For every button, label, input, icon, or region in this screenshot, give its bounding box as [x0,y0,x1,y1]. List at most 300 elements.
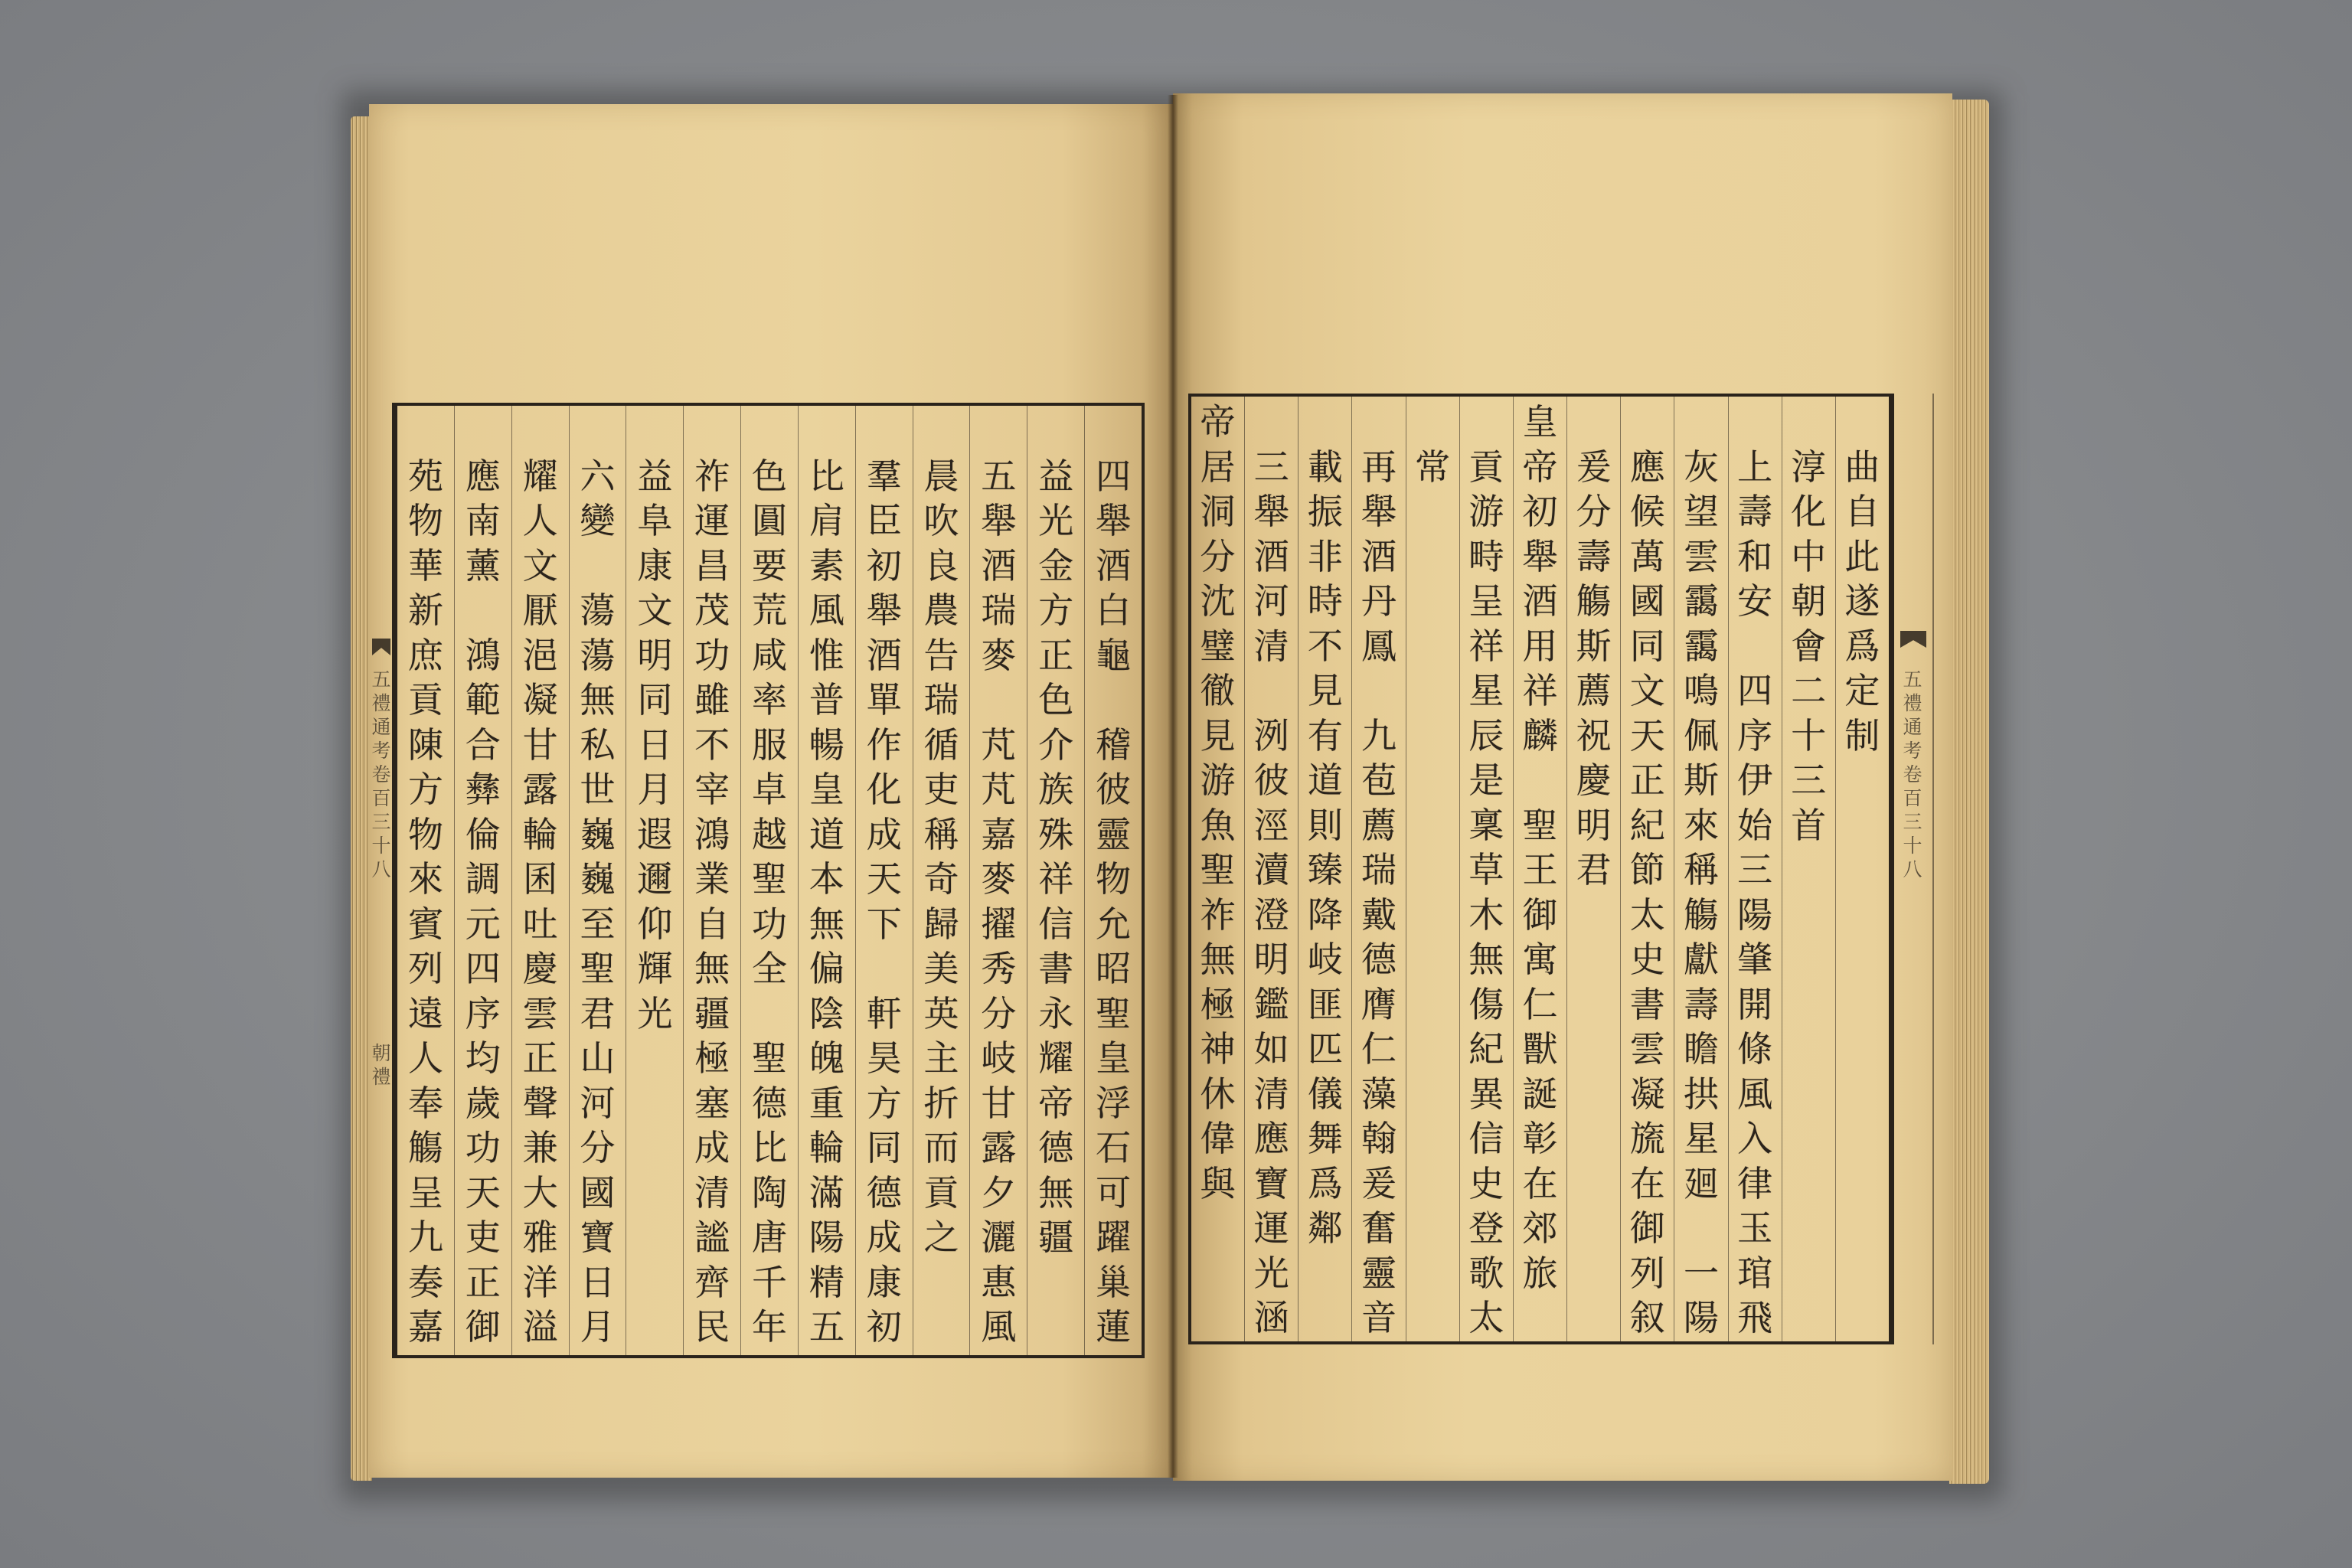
character: 十 [1791,714,1827,756]
character: 暢 [808,724,844,766]
character: 羣 [866,455,902,497]
character: 白 [1096,590,1132,631]
character: 正 [1038,634,1074,676]
character: 書 [1038,948,1074,989]
character: 合 [465,724,501,766]
character: 會 [1791,625,1827,667]
character: 祥 [1468,625,1504,667]
character: 初 [866,1306,902,1348]
character: 告 [923,634,959,676]
character: 素 [808,544,844,586]
character: 貢 [1468,446,1504,488]
character: 歌 [1468,1252,1504,1294]
character: 律 [1737,1162,1773,1204]
character: 自 [1844,491,1880,532]
character: 禮 [1903,692,1922,714]
character: 禮 [371,1066,391,1088]
character: 薦 [1361,804,1397,846]
right-column-8 [1459,397,1513,1341]
character: 率 [752,679,788,720]
character: 應 [465,455,501,497]
character: 觴 [1576,580,1612,622]
character [1567,400,1620,445]
character: 八 [1903,858,1922,880]
character: 陰 [808,992,844,1034]
character: 不 [1307,625,1343,667]
character [970,409,1027,454]
character [1514,758,1566,803]
character: 信 [1038,903,1074,945]
character: 巍 [580,858,616,900]
character: 見 [1200,714,1236,756]
character: 明 [637,634,673,676]
character: 御 [1522,893,1558,936]
character: 卓 [752,769,788,810]
character: 三 [1253,446,1289,488]
character: 皇 [1522,401,1558,443]
character: 慶 [1576,760,1612,801]
character: 大 [522,1171,558,1214]
character: 比 [752,1127,788,1168]
character: 德 [752,1082,788,1124]
character: 有 [1307,714,1343,756]
character: 方 [1038,590,1074,631]
character: 序 [1737,714,1773,756]
left-column-8 [683,406,740,1355]
character: 百 [1903,787,1922,809]
character: 嘉 [407,1306,443,1348]
character: 拱 [1683,1073,1719,1115]
character: 史 [1629,939,1665,980]
character: 物 [407,813,443,855]
character: 正 [1629,760,1665,801]
character: 浮 [1096,1082,1132,1124]
character: 史 [1468,1162,1504,1204]
character: 良 [923,544,959,586]
character [1027,409,1084,454]
character: 信 [1468,1118,1504,1159]
character: 休 [1200,1073,1236,1115]
character: 成 [694,1127,730,1168]
character: 列 [1629,1252,1665,1294]
character: 同 [866,1127,902,1168]
character: 山 [580,1037,616,1079]
character: 來 [407,858,443,900]
character: 星 [1683,1118,1719,1159]
character: 旅 [1522,1252,1558,1294]
character: 化 [866,769,902,810]
character: 四 [1096,455,1132,497]
character: 風 [981,1306,1017,1348]
character: 道 [1307,760,1343,801]
character: 圓 [752,500,788,541]
character: 物 [1096,858,1132,900]
character: 舉 [1253,491,1289,532]
character: 兼 [522,1127,558,1168]
character: 奇 [923,858,959,900]
character: 貢 [923,1171,959,1214]
character: 草 [1468,849,1504,890]
left-column-9 [626,406,683,1355]
character: 五 [808,1306,844,1348]
character: 音 [1361,1297,1397,1338]
character: 輪 [522,813,558,855]
character: 寶 [1253,1162,1289,1204]
character: 紀 [1468,1028,1504,1070]
character: 變 [580,500,616,541]
left-page-text-frame [392,403,1145,1358]
character: 書 [1629,983,1665,1025]
character: 與 [1200,1162,1236,1204]
character: 舞 [1307,1118,1343,1159]
character: 灰 [1683,446,1719,488]
character: 琯 [1737,1252,1773,1294]
character: 人 [407,1037,443,1079]
character: 仁 [1361,1028,1397,1070]
character: 居 [1200,446,1236,488]
character: 光 [1253,1252,1289,1294]
character [1674,400,1727,445]
character: 明 [1253,939,1289,980]
character: 傷 [1468,983,1504,1025]
character: 蕩 [580,590,616,631]
character: 聖 [1200,849,1236,890]
character: 吹 [923,500,959,541]
character: 壽 [1683,983,1719,1025]
character [1245,400,1298,445]
character: 洋 [522,1261,558,1303]
character: 雲 [522,992,558,1034]
character: 麥 [981,858,1017,900]
character: 年 [752,1306,788,1348]
character: 作 [866,724,902,766]
character: 望 [1683,491,1719,532]
character: 無 [580,679,616,720]
character: 折 [923,1082,959,1124]
character: 雲 [1683,535,1719,577]
character: 明 [1576,804,1612,846]
character: 賓 [407,903,443,945]
character: 蓮 [1096,1306,1132,1348]
character: 彰 [1522,1118,1558,1159]
right-column-12 [1244,397,1298,1341]
character [856,409,913,454]
right-column-7 [1513,397,1566,1341]
character: 自 [694,903,730,945]
character: 南 [465,500,501,541]
character: 三 [1737,849,1773,890]
character: 帝 [1522,446,1558,488]
character: 辰 [1468,714,1504,756]
character: 華 [407,544,443,586]
character: 稱 [923,813,959,855]
character [1085,678,1142,723]
character: 普 [808,679,844,720]
character: 獸 [1522,1028,1558,1070]
character: 滿 [808,1171,844,1214]
character: 昌 [694,544,730,586]
character: 聖 [752,1037,788,1079]
character: 靈 [1096,813,1132,855]
character: 鴻 [694,813,730,855]
character: 月 [580,1306,616,1348]
right-margin-title [1899,668,1926,881]
character: 族 [1038,769,1074,810]
book-gutter [1168,95,1178,1478]
character [856,946,913,991]
character: 徹 [1200,670,1236,711]
character: 色 [1038,679,1074,720]
character: 功 [752,903,788,945]
character: 耀 [522,455,558,497]
character: 千 [752,1261,788,1303]
character: 靄 [1683,580,1719,622]
character: 聖 [580,948,616,989]
character: 永 [1038,992,1074,1034]
character: 庶 [407,634,443,676]
character: 首 [1791,804,1827,846]
character: 奏 [407,1261,443,1303]
character: 無 [808,903,844,945]
character: 倫 [465,813,501,855]
character [970,678,1027,723]
right-column-9 [1406,397,1459,1341]
character: 在 [1629,1162,1665,1204]
character: 廻 [1683,1162,1719,1204]
character [455,588,511,633]
character: 下 [866,903,902,945]
character: 常 [1415,446,1451,488]
character: 初 [866,544,902,586]
character: 浥 [522,634,558,676]
character: 可 [1096,1171,1132,1214]
character: 涇 [1253,804,1289,846]
character: 一 [1683,1252,1719,1294]
character: 薦 [1576,670,1612,711]
character: 道 [808,813,844,855]
character: 獻 [1683,939,1719,980]
left-column-5 [855,406,913,1355]
character: 王 [1522,849,1558,890]
character: 貢 [407,679,443,720]
character: 制 [1844,714,1880,756]
character: 溢 [522,1306,558,1348]
character [1298,400,1351,445]
character: 爲 [1307,1162,1343,1204]
character [626,409,683,454]
character: 鴻 [465,634,501,676]
character: 靈 [1361,1252,1397,1294]
character: 國 [580,1171,616,1214]
character: 禮 [371,692,391,714]
character: 斯 [1683,760,1719,801]
character: 陽 [1737,893,1773,936]
character: 萬 [1629,535,1665,577]
character: 慶 [522,948,558,989]
character: 允 [1096,903,1132,945]
character: 來 [1683,804,1719,846]
character: 龜 [1096,634,1132,676]
character: 帝 [1038,1082,1074,1124]
character: 鳳 [1361,625,1397,667]
character: 祥 [1522,670,1558,711]
right-column-13 [1191,397,1244,1341]
character: 振 [1307,491,1343,532]
character: 是 [1468,760,1504,801]
right-column-3 [1728,397,1782,1341]
character: 游 [1200,760,1236,801]
character: 服 [752,724,788,766]
character: 單 [866,679,902,720]
character: 遠 [407,992,443,1034]
character: 仁 [1522,983,1558,1025]
character: 畤 [1468,535,1504,577]
character: 游 [1468,491,1504,532]
character: 節 [1629,849,1665,890]
character: 斯 [1576,625,1612,667]
character: 再 [1361,446,1397,488]
character: 河 [580,1082,616,1124]
character: 同 [637,679,673,720]
character: 厭 [522,590,558,631]
character: 洌 [1253,714,1289,756]
character [1460,400,1513,445]
right-fold-strip-rule [1932,394,1934,1344]
character: 範 [465,679,501,720]
character: 藻 [1361,1073,1397,1115]
character: 入 [1737,1118,1773,1159]
character: 民 [694,1306,730,1348]
character: 祝 [1576,714,1612,756]
character: 惠 [981,1261,1017,1303]
character: 肇 [1737,939,1773,980]
character: 沈 [1200,580,1236,622]
character: 瀆 [1253,849,1289,890]
character: 陽 [808,1217,844,1258]
character: 酒 [866,634,902,676]
character: 星 [1468,670,1504,711]
character: 瑞 [923,679,959,720]
character: 歲 [465,1082,501,1124]
character: 麟 [1522,714,1558,756]
character: 嘉 [981,813,1017,855]
character: 澄 [1253,893,1289,936]
character [1245,668,1298,714]
character: 文 [522,544,558,586]
character: 岐 [1307,939,1343,980]
character: 苑 [407,455,443,497]
left-margin-title [371,668,392,881]
character: 爲 [1844,625,1880,667]
character: 囷 [522,858,558,900]
character [1352,400,1405,445]
character: 農 [923,590,959,631]
character: 人 [522,500,558,541]
character: 國 [1629,580,1665,622]
character: 八 [371,858,391,880]
character: 飛 [1737,1297,1773,1338]
character: 五 [371,668,391,691]
character: 天 [866,858,902,900]
character: 夕 [981,1171,1017,1214]
character: 而 [923,1127,959,1168]
character: 酒 [1253,535,1289,577]
character: 呈 [1468,580,1504,622]
character: 涵 [1253,1297,1289,1338]
character: 謐 [694,1217,730,1258]
character: 伊 [1737,760,1773,801]
character [1621,400,1674,445]
character: 應 [1629,446,1665,488]
character: 成 [866,813,902,855]
character: 昊 [866,1037,902,1079]
character: 舉 [981,500,1017,541]
character: 極 [694,1037,730,1079]
character: 中 [1791,535,1827,577]
character: 巢 [1096,1261,1132,1303]
character: 膺 [1361,983,1397,1025]
character: 疆 [694,992,730,1034]
character: 時 [1307,580,1343,622]
character: 循 [923,724,959,766]
right-column-5 [1620,397,1674,1341]
character: 丹 [1361,580,1397,622]
character: 雲 [1629,1028,1665,1070]
character: 十 [1903,835,1922,857]
character: 皇 [1096,1037,1132,1079]
character: 郊 [1522,1207,1558,1249]
character: 清 [1253,625,1289,667]
character: 益 [1038,455,1074,497]
character: 光 [1038,500,1074,541]
character: 寓 [1522,939,1558,980]
character: 甘 [981,1082,1017,1124]
character: 月 [637,769,673,810]
character: 誕 [1522,1073,1558,1115]
character: 不 [694,724,730,766]
character: 重 [808,1082,844,1124]
character: 靄 [1683,625,1719,667]
character: 瑞 [981,590,1017,631]
character [570,409,626,454]
character: 列 [407,948,443,989]
character: 登 [1468,1207,1504,1249]
character [1352,668,1405,714]
character [1836,400,1889,445]
character: 朝 [1791,580,1827,622]
left-column-7 [740,406,798,1355]
character: 卷 [371,763,391,786]
character: 運 [694,500,730,541]
character: 稽 [1096,724,1132,766]
character: 叙 [1629,1297,1665,1338]
character: 吐 [522,903,558,945]
character: 無 [1038,1171,1074,1214]
character: 翰 [1361,1118,1397,1159]
character: 吏 [465,1217,501,1258]
character: 序 [465,992,501,1034]
character: 光 [637,992,673,1034]
character: 安 [1737,580,1773,622]
character: 天 [1629,714,1665,756]
character [455,409,511,454]
character: 露 [522,769,558,810]
character: 清 [1253,1073,1289,1115]
character: 皇 [808,769,844,810]
character: 淳 [1791,446,1827,488]
right-page-text-frame [1188,394,1894,1344]
character: 躍 [1096,1217,1132,1258]
